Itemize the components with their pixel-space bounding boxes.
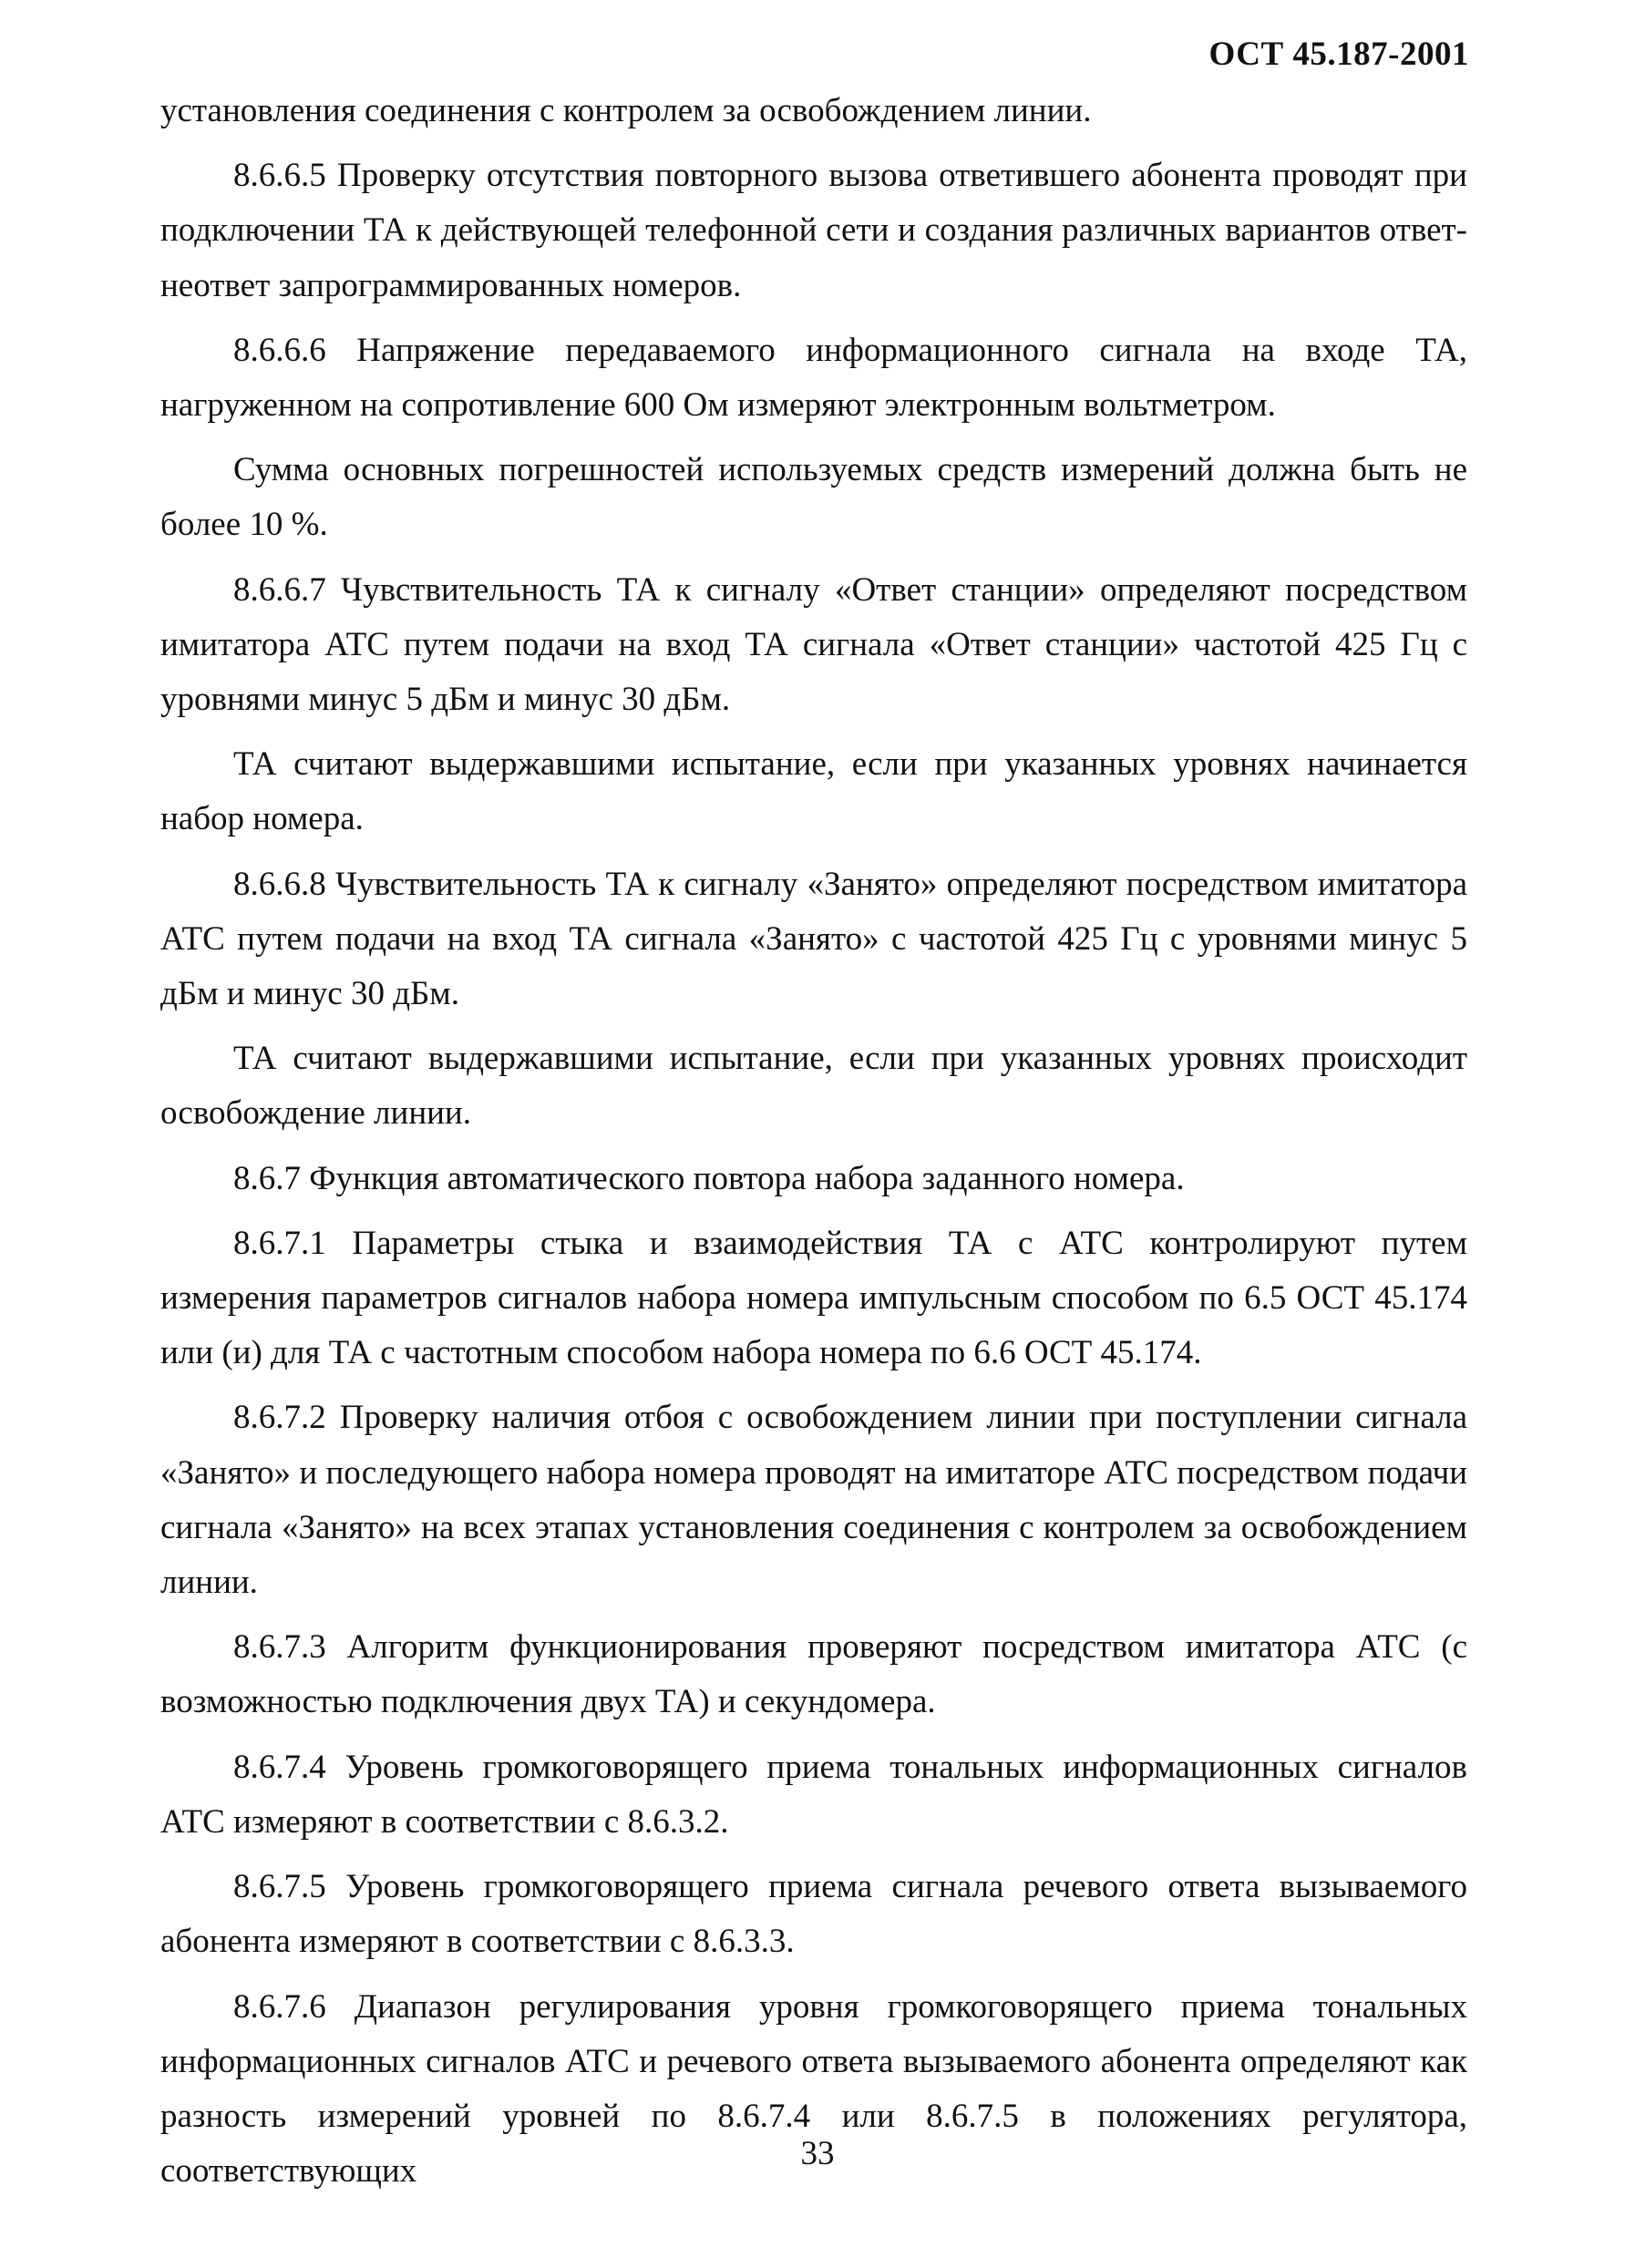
paragraph-continuation: установления соединения с контролем за освобождением линии. — [160, 92, 1092, 129]
paragraph-8-6-6-6: 8.6.6.6 Напряжение передаваемого информационного сигнала на входе ТА, нагруженном на сопротивление 600 Ом измеряют электронным вольтметром. — [160, 331, 1467, 425]
paragraph-8-6-7-6: 8.6.7.6 Диапазон регулирования уровня громкоговорящего приема тональных информационных сигналов АТС и речевого ответа вызываемого абонента определяют как разность измерений уровней по 8.6.7.4 или 8.6.7.5 в положениях регулятора, соответствующих — [160, 1987, 1467, 2191]
paragraph-8-6-6-7: 8.6.6.7 Чувствительность ТА к сигналу «Ответ станции» определяют посредством имитатора АТС путем подачи на вход ТА сигнала «Ответ станции» частотой 425 Гц с уровнями минус 5 дБм и минус 30 дБм. — [160, 570, 1467, 719]
paragraph-8-6-7-4: 8.6.7.4 Уровень громкоговорящего приема тональных информационных сигналов АТС измеряют в соответствии с 8.6.3.2. — [160, 1748, 1467, 1841]
paragraph-passed-release: ТА считают выдержавшими испытание, если при указанных уровнях происходит освобождение линии. — [160, 1040, 1467, 1133]
paragraph-error-sum: Сумма основных погрешностей используемых средств измерений должна быть не более 10 %. — [160, 451, 1467, 544]
paragraph-8-6-6-8: 8.6.6.8 Чувствительность ТА к сигналу «Занято» определяют посредством имитатора АТС путем подачи на вход ТА сигнала «Занято» с частотой 425 Гц с уровнями минус 5 дБм и минус 30 дБм. — [160, 865, 1467, 1013]
document-body — [160, 84, 1467, 2209]
paragraph-8-6-7-3: 8.6.7.3 Алгоритм функционирования проверяют посредством имитатора АТС (с возможностью подключения двух ТА) и секундомера. — [160, 1628, 1467, 1721]
page-number: 33 — [800, 2135, 835, 2172]
paragraph-8-6-7-1: 8.6.7.1 Параметры стыка и взаимодействия ТА с АТС контролируют путем измерения параметров сигналов набора номера импульсным способом по 6.5 ОСТ 45.174 или (и) для ТА с частотным способом набора номера по 6.6 ОСТ 45.174. — [160, 1224, 1467, 1372]
paragraph-8-6-7-2: 8.6.7.2 Проверку наличия отбоя с освобождением линии при поступлении сигнала «Занято» и последующего набора номера проводят на имитаторе АТС посредством подачи сигнала «Занято» на всех этапах установления соединения с контролем за освобождением линии. — [160, 1399, 1467, 1602]
paragraph-8-6-7: 8.6.7 Функция автоматического повтора набора заданного номера. — [233, 1159, 1185, 1197]
document-code: ОСТ 45.187-2001 — [1208, 36, 1469, 73]
paragraph-8-6-6-5: 8.6.6.5 Проверку отсутствия повторного вызова ответившего абонента проводят при подключении ТА к действующей телефонной сети и создания различных вариантов ответ-неответ запрограммированных номеров. — [160, 157, 1467, 304]
paragraph-8-6-7-5: 8.6.7.5 Уровень громкоговорящего приема сигнала речевого ответа вызываемого абонента измеряют в соответствии с 8.6.3.3. — [160, 1868, 1467, 1961]
paragraph-passed-dialing: ТА считают выдержавшими испытание, если при указанных уровнях начинается набор номера. — [160, 745, 1467, 838]
